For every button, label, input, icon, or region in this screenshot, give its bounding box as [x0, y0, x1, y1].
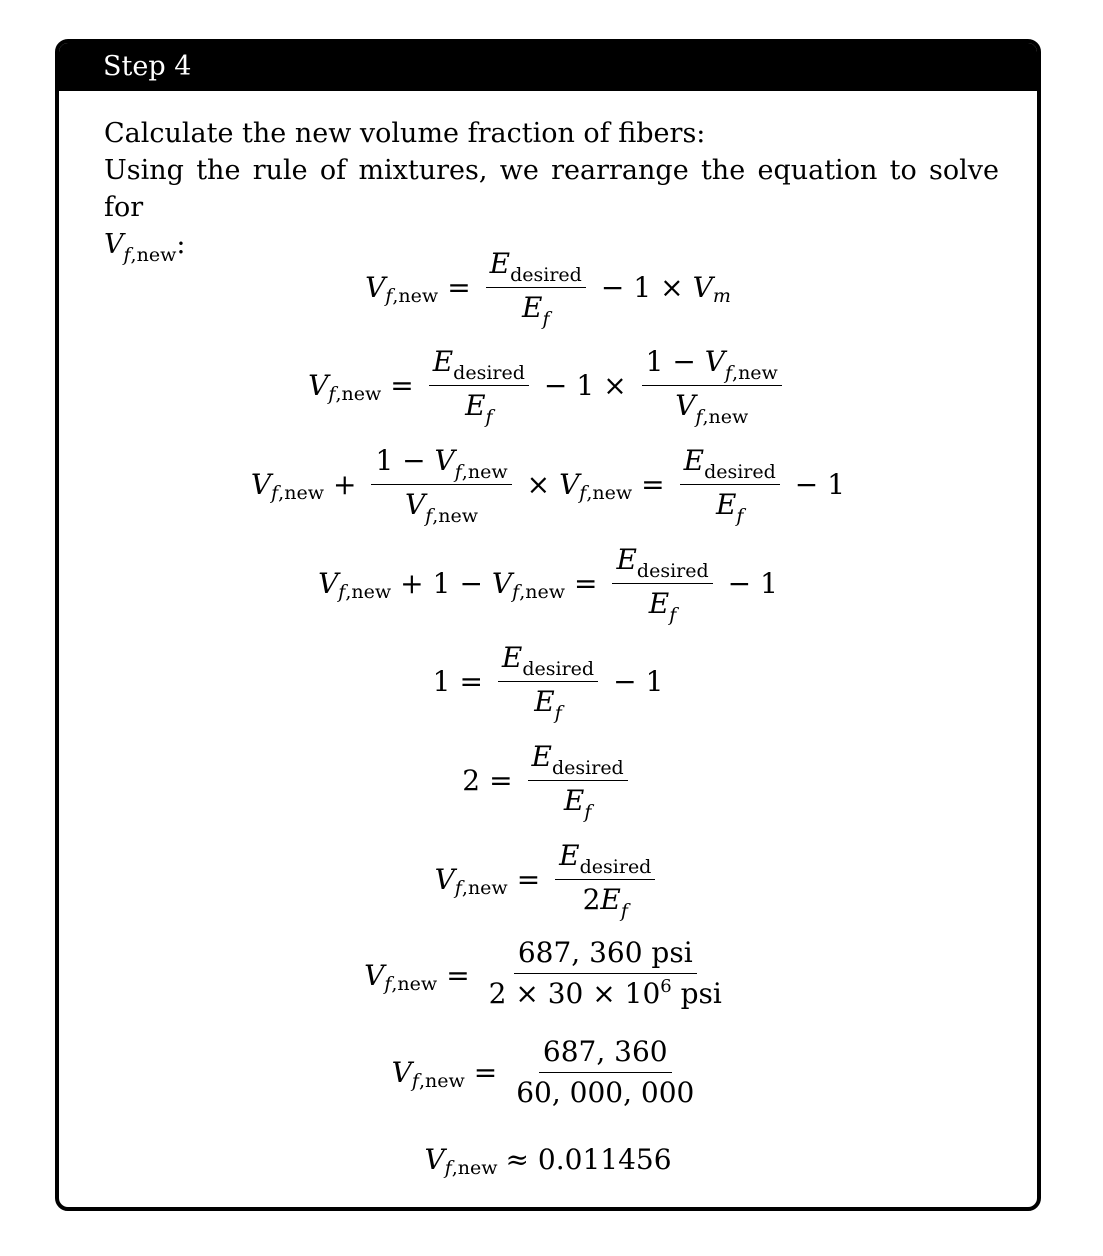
intro-line-2 — [104, 152, 999, 226]
eq9-numerator: 687, 360 — [539, 1035, 672, 1073]
equation-4: V f,new + 1 − V f,new = $\frac{E_{desired}}{E_f}$ − 1 — [318, 543, 778, 626]
eq8-exponent: 6 — [660, 976, 672, 997]
equation-7: V f,new = $\frac{E_{desired}}{2E_f}$ — [59, 839, 1037, 920]
equation-2: V f,new = $\frac{E_{desired}}{E_f}$ − 1 × $\frac{1 - V_{f,new}}{V_{f,new}}$ — [59, 345, 1037, 426]
step-title: Step 4 — [103, 51, 192, 82]
eq9-denominator: 60, 000, 000 — [516, 1076, 695, 1109]
equation-5: 1 = $\frac{E_{desired}}{E_f}$ − 1 — [432, 641, 664, 724]
equation-3: V f,new + $\frac{1 - V_{f,new}}{V_{f,new}}$ × V f,new = $\frac{E_{desired}}{E_f}$ − 1 — [250, 444, 846, 527]
equation-1: V f,new = $\frac{E_{desired}}{E_f}$ − 1 × V m — [365, 247, 731, 330]
equation-6: 2 = $\frac{E_{desired}}{E_f}$ — [59, 740, 1037, 821]
step-card — [55, 39, 1041, 1211]
eq8-denominator: 2 × 30 × 10 — [488, 977, 661, 1010]
intro-line-1: Calculate the new volume fraction of fibers: — [104, 118, 706, 149]
intro-line-2-text: Using the rule of mixtures, we rearrange the equation to solve for — [104, 155, 999, 223]
step-header — [59, 43, 1037, 91]
equation-8: V f,new = $\frac{\text{687, 360 psi}}{2 \times 30 \times 10^6 psi}$ — [364, 936, 722, 1010]
equation-9: V f,new = $\frac{687, 360}{60, 000, 000}$ — [59, 1035, 1037, 1110]
intro-text — [104, 115, 999, 266]
eq8-unit: psi — [680, 977, 722, 1010]
intro-line-3: $V_{f,new}$: — [104, 229, 186, 266]
equation-10: V f,new ≈ 0.011456 — [424, 1143, 672, 1179]
eq8-numerator: 687, 360 psi — [514, 936, 697, 974]
eq10-result: ≈ 0.011456 — [505, 1143, 672, 1176]
